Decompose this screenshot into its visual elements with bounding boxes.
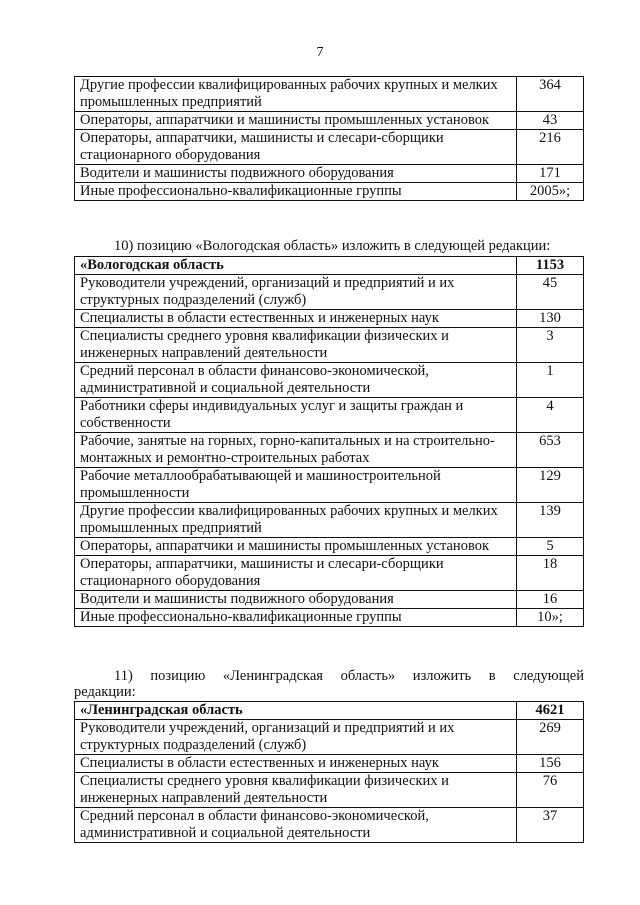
table-continued <box>74 76 584 201</box>
table-row <box>75 720 584 755</box>
table-leningrad <box>74 701 584 843</box>
row-value: 156 <box>517 755 584 773</box>
region-total: 4621 <box>517 702 584 720</box>
row-value: 130 <box>517 310 584 328</box>
row-label: Операторы, аппаратчики, машинисты и слесари-сборщики стационарного оборудования <box>75 556 517 591</box>
row-label: Рабочие металлообрабатывающей и машиностроительной промышленности <box>75 468 517 503</box>
row-label: Руководители учреждений, организаций и предприятий и их структурных подразделений (служб) <box>75 275 517 310</box>
table-row <box>75 538 584 556</box>
row-label: Операторы, аппаратчики и машинисты промышленных установок <box>75 538 517 556</box>
row-value: 129 <box>517 468 584 503</box>
table-header-row <box>75 257 584 275</box>
row-value: 1 <box>517 363 584 398</box>
table-row <box>75 112 584 130</box>
table-row <box>75 310 584 328</box>
row-label: Операторы, аппаратчики и машинисты промышленных установок <box>75 112 517 130</box>
row-label: Специалисты среднего уровня квалификации физических и инженерных направлений деятельности <box>75 328 517 363</box>
table-row <box>75 591 584 609</box>
row-value: 653 <box>517 433 584 468</box>
row-label: Средний персонал в области финансово-экономической, административной и социальной деятельности <box>75 363 517 398</box>
table-row <box>75 130 584 165</box>
row-label: Иные профессионально-квалификационные группы <box>75 183 517 201</box>
row-label: Специалисты среднего уровня квалификации физических и инженерных направлений деятельности <box>75 773 517 808</box>
row-value: 216 <box>517 130 584 165</box>
table-row <box>75 275 584 310</box>
row-label: Специалисты в области естественных и инженерных наук <box>75 310 517 328</box>
row-value: 4 <box>517 398 584 433</box>
row-value: 16 <box>517 591 584 609</box>
table-row <box>75 503 584 538</box>
row-value: 269 <box>517 720 584 755</box>
row-value: 171 <box>517 165 584 183</box>
row-label: Рабочие, занятые на горных, горно-капитальных и на строительно-монтажных и ремонтно-строительных работах <box>75 433 517 468</box>
row-value: 364 <box>517 77 584 112</box>
table-row <box>75 433 584 468</box>
row-label: Иные профессионально-квалификационные группы <box>75 609 517 627</box>
row-value: 3 <box>517 328 584 363</box>
row-value: 76 <box>517 773 584 808</box>
row-value: 5 <box>517 538 584 556</box>
row-value: 18 <box>517 556 584 591</box>
table-row <box>75 755 584 773</box>
table-row <box>75 468 584 503</box>
row-label: Средний персонал в области финансово-экономической, административной и социальной деятельности <box>75 808 517 843</box>
row-value: 10»; <box>517 609 584 627</box>
page-number: 7 <box>316 45 324 60</box>
table-vologda <box>74 256 584 627</box>
region-total: 1153 <box>517 257 584 275</box>
row-label: Водители и машинисты подвижного оборудования <box>75 591 517 609</box>
row-label: Руководители учреждений, организаций и предприятий и их структурных подразделений (служб) <box>75 720 517 755</box>
table-row <box>75 165 584 183</box>
table-row <box>75 808 584 843</box>
table-row <box>75 363 584 398</box>
row-label: Операторы, аппаратчики, машинисты и слесари-сборщики стационарного оборудования <box>75 130 517 165</box>
paragraph-10: 10) позицию «Вологодская область» изложить в следующей редакции: <box>114 238 551 254</box>
region-name: «Вологодская область <box>75 257 517 275</box>
row-label: Другие профессии квалифицированных рабочих крупных и мелких промышленных предприятий <box>75 503 517 538</box>
table-row <box>75 609 584 627</box>
table-row <box>75 773 584 808</box>
row-label: Специалисты в области естественных и инженерных наук <box>75 755 517 773</box>
paragraph-11-line-2: редакции: <box>74 684 136 700</box>
row-value: 45 <box>517 275 584 310</box>
table-row <box>75 77 584 112</box>
row-value: 37 <box>517 808 584 843</box>
row-value: 139 <box>517 503 584 538</box>
table-header-row <box>75 702 584 720</box>
row-value: 43 <box>517 112 584 130</box>
table-row <box>75 328 584 363</box>
row-value: 2005»; <box>517 183 584 201</box>
table-row <box>75 183 584 201</box>
table-row <box>75 556 584 591</box>
region-name: «Ленинградская область <box>75 702 517 720</box>
row-label: Работники сферы индивидуальных услуг и защиты граждан и собственности <box>75 398 517 433</box>
row-label: Водители и машинисты подвижного оборудования <box>75 165 517 183</box>
table-row <box>75 398 584 433</box>
paragraph-11-line-1: 11) позицию «Ленинградская область» изложить в следующей <box>114 668 584 684</box>
row-label: Другие профессии квалифицированных рабочих крупных и мелких промышленных предприятий <box>75 77 517 112</box>
